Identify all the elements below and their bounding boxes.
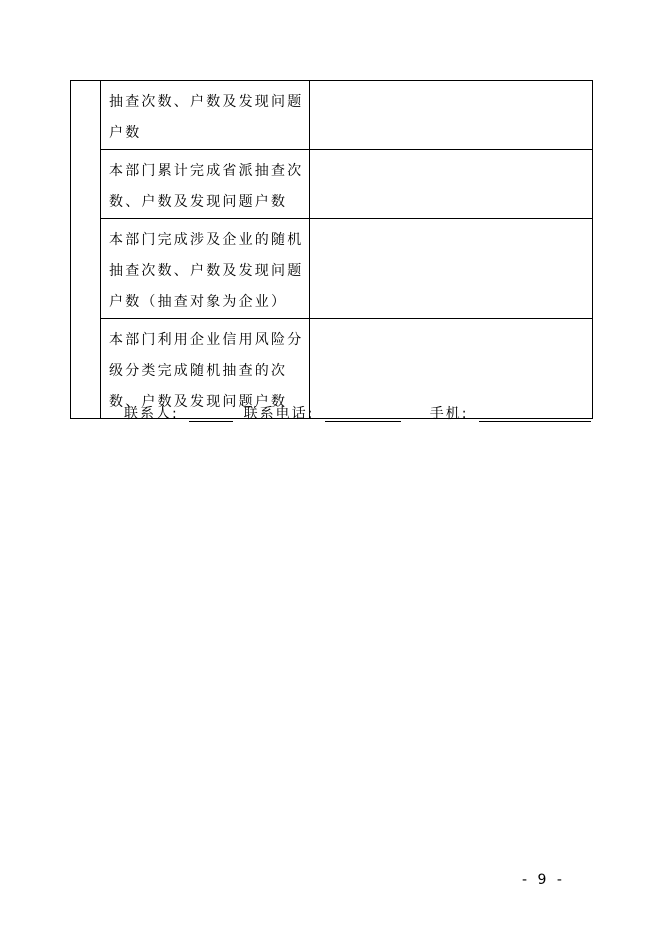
table-row xyxy=(71,219,593,319)
item-cell xyxy=(101,81,310,150)
item-text: 本部门完成涉及企业的随机抽查次数、户数及发现问题户数（抽查对象为企业） xyxy=(109,232,304,310)
contact-label: 联系人: xyxy=(124,406,179,422)
report-table xyxy=(70,80,593,419)
value-cell[interactable] xyxy=(310,81,593,150)
table-row xyxy=(71,81,593,150)
value-cell[interactable] xyxy=(310,219,593,319)
item-text: 本部门利用企业信用风险分级分类完成随机抽查的次数、户数及发现问题户数 xyxy=(109,332,304,410)
index-cell xyxy=(71,81,101,419)
item-cell xyxy=(101,150,310,219)
item-text: 抽查次数、户数及发现问题户数 xyxy=(109,94,304,141)
value-cell[interactable] xyxy=(310,150,593,219)
mobile-field[interactable] xyxy=(479,407,591,422)
page-number: - 9 - xyxy=(522,872,565,888)
table-row xyxy=(71,150,593,219)
item-text: 本部门累计完成省派抽查次数、户数及发现问题户数 xyxy=(109,163,304,210)
contact-footer xyxy=(124,404,595,424)
contact-field[interactable] xyxy=(189,407,233,422)
phone-field[interactable] xyxy=(325,407,401,422)
mobile-label: 手机: xyxy=(429,406,469,422)
item-cell xyxy=(101,219,310,319)
phone-label: 联系电话: xyxy=(243,406,315,422)
